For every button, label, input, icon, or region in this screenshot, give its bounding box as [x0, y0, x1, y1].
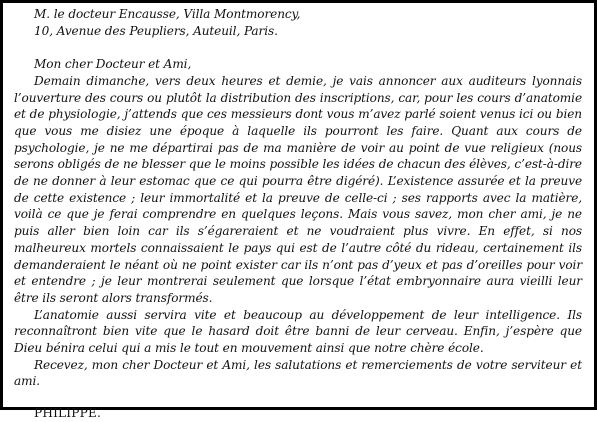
paragraph-1: Demain dimanche, vers deux heures et demie, je vais annoncer aux auditeurs lyonnais l’ouverture des cours ou plutôt la distribution des inscriptions, car, pour les cours d’anatomie et de physiologie, j’attends que ces messieurs dont vous m’avez parlé soient venus ici ou bien que vous me disiez une époque à laquelle ils pourront les faire. Quant aux cours de psychologie, je ne me départirai pas de ma manière de voir au point de vue religieux (nous serons obligés de ne blesser que le moins possible les idées de chacun des élèves, c’est-à-dire de ne donner à leur estomac que ce qui pourra être digéré). L’existence assurée et la preuve de cette existence ; leur immortalité et la preuve de celle-ci ; ses rapports avec la matière, voilà ce que je ferai comprendre en quelques leçons. Mais vous savez, mon cher ami, je ne puis aller bien loin car ils s’égareraient et ne voudraient plus vivre. En effet, si nos malheureux mortels connaissaient le pays qui est de l’autre côté du rideau, certainement ils demanderaient le néant où ne point exister car ils n’ont pas d’yeux et pas d’oreilles pour voir et entendre ; je leur montrerai seulement que lorsque l’état embryonnaire aura vieilli leur être ils seront alors transformés. — [14, 73, 582, 305]
address-line-2: 10, Avenue des Peupliers, Auteuil, Paris. — [34, 23, 278, 38]
signature: PHILIPPE. — [34, 406, 102, 421]
spacer — [14, 39, 582, 56]
paragraph-2: L’anatomie aussi servira vite et beaucoup au développement de leur intelligence. Ils reconnaîtront bien vite que le hasard doit être banni de leur cerveau. Enfin, j’espère que Dieu bénira celui qui a mis le tout en mouvement ainsi que notre chère école. — [14, 307, 582, 356]
salutation: Mon cher Docteur et Ami, — [34, 57, 192, 72]
letter-text — [14, 6, 582, 422]
address-line-1: M. le docteur Encausse, Villa Montmorency, — [34, 7, 301, 21]
paragraph-3: Recevez, mon cher Docteur et Ami, les salutations et remerciements de votre serviteur et ami. — [14, 357, 582, 389]
